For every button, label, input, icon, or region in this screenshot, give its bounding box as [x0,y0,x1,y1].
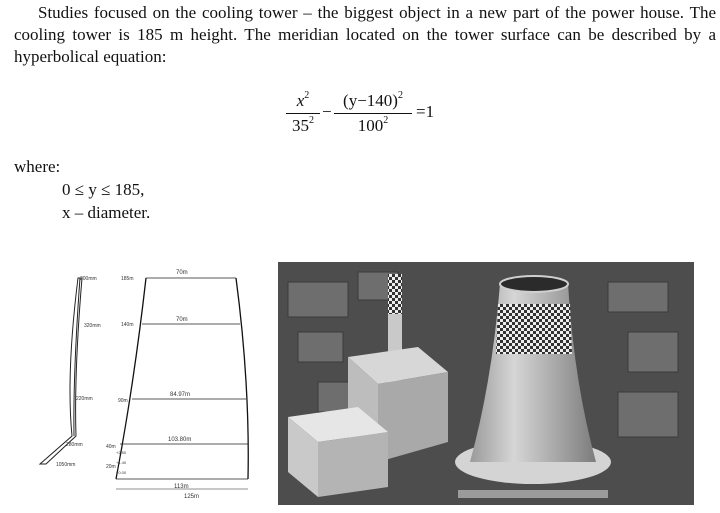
frac1-numerator: x [296,91,305,110]
width-label-3: 84.97m [170,392,191,398]
height-label-3: 90m [118,398,128,404]
width-label-5: 113m [174,484,189,490]
frac1-denominator: 35 [292,116,309,135]
condition-x-diameter: x – diameter. [62,203,151,222]
left-label-4: 280mm [66,442,83,448]
intro-paragraph: Studies focused on the cooling tower – the biggest object in a new part of the power house. The cooling tower is 185 m height. The meridian located on the tower surface can be described by a hyperbolical equation: [14,3,716,66]
photo-illustration [278,262,694,505]
height-label-2: 140m [121,322,134,328]
width-label-2: 70m [176,317,188,323]
small-label-2: +1.40 [116,460,127,465]
minus-sign: − [322,102,332,121]
fraction-x-over-35: $\frac{x^2}{35^2}$ [286,91,320,136]
left-label-5: 1050mm [56,462,76,468]
height-label-1: 185m [121,276,134,282]
width-label-1: 70m [176,270,188,276]
left-label-2: 320mm [84,323,101,329]
height-label-4: 40m [106,444,116,450]
tower-cross-section-diagram [36,264,256,504]
cooling-tower-photo [278,262,694,505]
where-label: where: [14,157,61,176]
small-label-1: +2.50 [116,450,127,455]
width-label-4: 103.80m [168,437,192,443]
height-label-5: 20m [106,464,116,470]
condition-y-range: 0 ≤ y ≤ 185, [62,180,145,199]
frac2-numerator: (y−140) [343,91,398,110]
fraction-y-over-100: $\frac{(y-140)^2}{100^2}$ [334,91,412,136]
equals-one: =1 [416,102,435,121]
small-label-3: +0.00 [116,470,127,475]
frac2-denominator: 100 [357,116,384,135]
hyperbolic-equation [282,88,452,146]
left-label-3: 220mm [76,396,93,402]
width-label-6: 125m [184,494,200,500]
left-label-1: 300mm [80,276,97,282]
